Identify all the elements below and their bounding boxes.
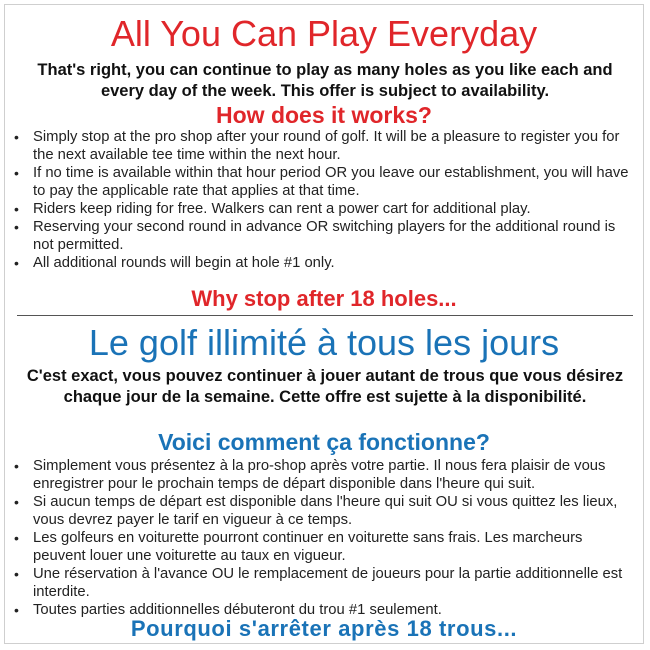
section-divider (17, 315, 633, 316)
list-item: • All additional rounds will begin at hole #1 only. (5, 254, 645, 272)
list-item: • Une réservation à l'avance OU le remplacement de joueurs pour la partie additionnelle est interdite. (5, 565, 645, 601)
list-item: • Les golfeurs en voiturette pourront continuer en voiturette sans frais. Les marcheurs peuvent louer une voiturette au taux en vigueur. (5, 529, 645, 565)
list-item: • Riders keep riding for free. Walkers can rent a power cart for additional play. (5, 200, 645, 218)
english-footer: Why stop after 18 holes... (191, 286, 457, 311)
french-title: Le golf illimité à tous les jours (88, 322, 560, 363)
list-item: • Simplement vous présentez à la pro-shop après votre partie. Il nous fera plaisir de vous enregistrer pour le prochain temps de départ disponible dans l'heure qui suit. (5, 457, 645, 493)
french-bullet-list (5, 457, 645, 619)
english-heading: How does it works? (216, 102, 432, 128)
list-item: • Reserving your second round in advance OR switching players for the additional round is not permitted. (5, 218, 645, 254)
list-item: • If no time is available within that hour period OR you leave our establishment, you will have to pay the applicable rate that applies at that time. (5, 164, 645, 200)
english-title: All You Can Play Everyday (110, 13, 538, 54)
english-bullet-list (5, 128, 645, 272)
english-intro: That's right, you can continue to play as many holes as you like each and every day of the week. This offer is subject to availability. (37, 61, 613, 100)
list-item: • Simply stop at the pro shop after your round of golf. It will be a pleasure to register you for the next available tee time within the next hour. (5, 128, 645, 164)
french-intro: C'est exact, vous pouvez continuer à jouer autant de trous que vous désirez chaque jour de la semaine. Cette offre est sujette à la disponibilité. (26, 367, 624, 406)
list-item: • Si aucun temps de départ est disponible dans l'heure qui suit OU si vous quittez les lieux, vous devrez payer le tarif en vigueur à ce temps. (5, 493, 645, 529)
sign-board (4, 4, 644, 644)
list-item: • Toutes parties additionnelles débuteront du trou #1 seulement. (5, 601, 645, 619)
french-footer: Pourquoi s'arrêter après 18 trous... (130, 616, 518, 641)
french-heading: Voici comment ça fonctionne? (158, 429, 490, 455)
